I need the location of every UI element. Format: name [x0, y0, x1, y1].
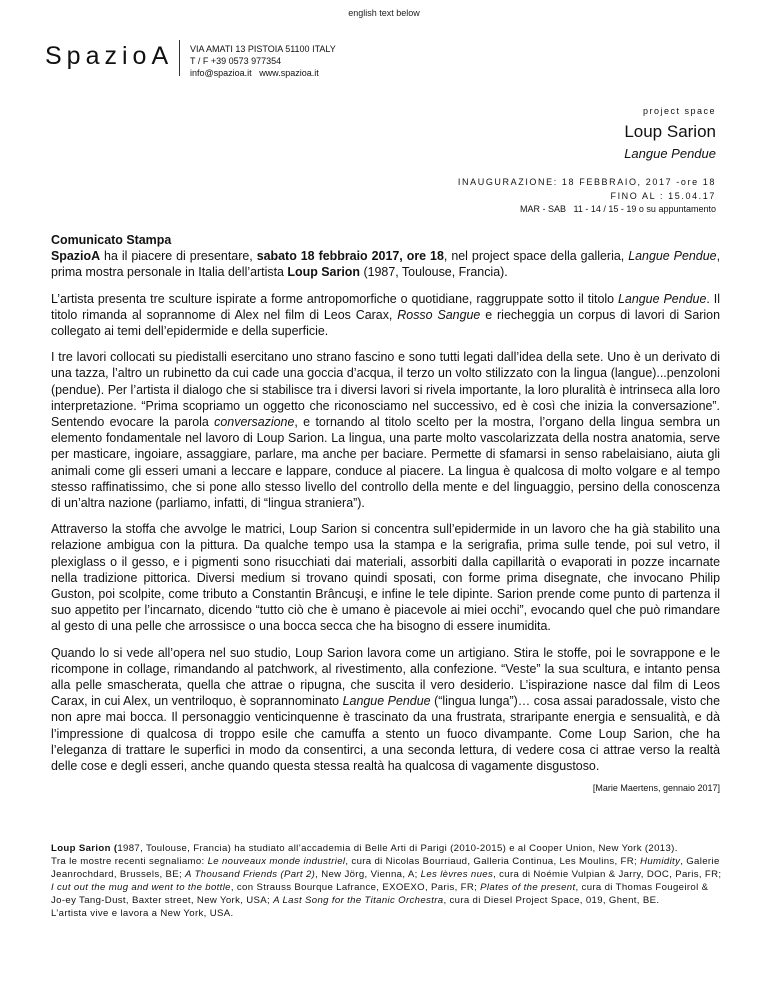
- show-title: Humidity: [640, 855, 681, 867]
- exhibition-title-inline: Langue Pendue: [628, 249, 717, 264]
- show-title: Le nouveaux monde industriel: [207, 855, 346, 867]
- text-run: L’artista presenta tre sculture ispirate a forme antropomorfiche o quotidiane, raggruppate sotto il titolo: [51, 291, 619, 306]
- gallery-logo: SpazioA: [45, 42, 174, 70]
- address-line: VIA AMATI 13 PISTOIA 51100 ITALY: [190, 44, 336, 54]
- press-release: [51, 232, 720, 797]
- email-link[interactable]: info@spazioa.it: [190, 68, 252, 78]
- text-run: ha il piacere di presentare,: [100, 249, 257, 264]
- exhibition-title: Langue Pendue: [624, 146, 716, 161]
- top-note: english text below: [348, 8, 420, 18]
- project-info: [458, 106, 716, 217]
- logo-divider: [179, 40, 180, 76]
- film-title: Rosso Sangue: [397, 307, 481, 322]
- italic-word: conversazione: [214, 415, 295, 430]
- text-run: , cura di Diesel Project Space, 019, Ghent, BE.: [443, 894, 660, 906]
- text-run: , cura di Noémie Vulpian & Jarry, DOC, Paris, FR;: [493, 868, 722, 880]
- bio-exhibitions: [51, 856, 723, 908]
- text-run: I tre lavori collocati su piedistalli esercitano uno strano fascino e sono tutti legati dall’idea della sete. Uno è un derivato di una tazza, l’altro un rubinetto da cui cade una goccia d’acqua, il terzo un volto stilizzato con la lingua (langue)...penzoloni (pendue). Per l’artista il dialogo che si stabilisce tra i diversi lavori si rivela importante, la loro pluralità è intrinseca alla loro interpretazione. “Prima scopriamo un oggetto che riconosciamo nel successivo, ed è così che inizia la conversazione”. Sentendo evocare la parola: [51, 350, 720, 430]
- text-run: 1987, Toulouse, Francia) ha studiato all’accademia di Belle Arti di Parigi (2010-2015) e al Cooper Union, New York (2013).: [117, 843, 678, 854]
- text-run: Quando lo si vede all’opera nel suo studio, Loup Sarion lavora come un artigiano. Stira le stoffe, poi le sovrappone e le ricompone in collage, rimandando al patchwork, al rivestimento, alla confezione. “Veste” la sua scultura, e intanto pensa alla pelle smascherata, quella che attrae o ripugna, che suscita il vero desiderio. L’ispirazione nasce dal film di Leos Carax, in cui Alex, un ventriloquo, è soprannominato: [51, 645, 720, 709]
- end-date: FINO AL : 15.04.17: [610, 190, 716, 201]
- bio-education: [51, 843, 723, 856]
- text-run: , New Jörg, Vienna, A;: [315, 868, 421, 880]
- artist-name-inline: Loup Sarion: [287, 265, 360, 280]
- paragraph-studio: [51, 645, 720, 775]
- paragraph-epidermis: Attraverso la stoffa che avvolge le matrici, Loup Sarion si concentra sull’epidermide in un lavoro che ha già stabilito una relazione ambigua con la pittura. Da qualche tempo usa la stampa e la serigrafia, prima sulle tende, poi sul vetro, il plexiglass o il gesso, e i pigmenti sono risucchiati dai materiali, assorbiti dalla capillarità o evaporati in pozze incarnate nella tradizione pittorica. Diversi medium si trovano quindi sposati, con forme prima disegnate, che invocano Philip Guston, poi scolpite, come tributo a Constantin Brâncuşi, e infine le tele dipinte. Sarion prende come punto di partenza il suo appetito per l’incarnato, dicendo “tutto ciò che è umano è piacevole ai miei occhi”, evocando quel che può rimandare al gesto di una pelle che arrossisce o una bocca secca che ha bisogno di essere inumidita.: [51, 522, 720, 634]
- text-run: , e tornando al titolo scelto per la mostra, l’organo della lingua sembra un elemento fondamentale nel lavoro di Loup Sarion. La lingua, una parte molto vascolarizzata della nostra anatomia, serve per masticare, ingoiare, assaggiare, parlare, ma anche per baciare. Permette di sfamarsi in senso rabelaisiano, aiuta gli animali come gli esseri umani a leccare e lappare, conduce al piacere. La lingua è qualcosa di molto volgare e al tempo stesso raffinatissimo, che si pone allo stesso livello del controllo della mente e del linguaggio, persino della conoscenza di un’altra nazione (parliamo, infatti, di “lingua straniera”).: [51, 415, 721, 511]
- website-link[interactable]: www.spazioa.it: [259, 68, 319, 78]
- gallery-name: SpazioA: [51, 249, 101, 264]
- show-title: Plates of the present: [480, 881, 576, 893]
- show-title: Les lèvres nues: [420, 868, 494, 880]
- author-signature: [Marie Maertens, gennaio 2017]: [592, 783, 720, 794]
- phone-line: T / F +39 0573 977354: [190, 56, 282, 66]
- exhibition-dates: [458, 176, 716, 217]
- gallery-address: [190, 43, 336, 79]
- text-run: Tra le mostre recenti segnaliamo:: [51, 855, 208, 867]
- text-run: , nel project space della galleria,: [443, 249, 629, 264]
- show-title: A Thousand Friends (Part 2): [185, 868, 316, 880]
- opening-hours: MAR - SAB 11 - 14 / 15 - 19 o su appuntamento: [520, 204, 716, 214]
- paragraph-sculptures: [51, 291, 720, 340]
- contact-line: [190, 67, 336, 79]
- text-run: , cura di Thomas Fougeirol & Jo-ey Tang-Dust, Baxter street, New York, USA;: [51, 881, 709, 906]
- text-run: . Il titolo rimanda al soprannome di Alex nel film di Leos Carax,: [51, 291, 720, 322]
- text-run: , Galerie Jeanrochdard, Brussels, BE;: [51, 855, 720, 880]
- show-title: A Last Song for the Titanic Orchestra: [273, 894, 444, 906]
- text-run: (1987, Toulouse, Francia).: [359, 265, 508, 280]
- project-space-label: project space: [642, 106, 716, 116]
- exhibition-title-inline: Langue Pendue: [342, 694, 431, 709]
- bio-residence: L’artista vive e lavora a New York, USA.: [51, 907, 234, 919]
- text-run: , prima mostra personale in Italia dell’artista: [51, 249, 721, 280]
- text-run: (“lingua lunga”)… cosa assai paradossale, visto che non apre mai bocca. Il personaggio venticinquenne è trascinato da una frustrata, straripante energia e sensualità, e dà l’impressione di qualcosa di troppo esile che camuffa a stento un fuoco divampante. Come Loup Sarion, che ha l’eleganza di trattare le superfici in modo da consentirci, a una seconda lettura, di vedere cosa ci attrae verso la realtà delle cose e degli esseri, anche quando questa stessa realtà ha qualcosa di vagamente disgustoso.: [51, 694, 720, 774]
- inauguration-date: INAUGURAZIONE: 18 FEBBRAIO, 2017 -ore 18: [457, 177, 716, 187]
- paragraph-thirst: [51, 349, 720, 511]
- artist-bio: [51, 843, 723, 920]
- text-run: , con Strauss Bourque Lafrance, EXOEXO, Paris, FR;: [230, 881, 481, 893]
- opening-date: sabato 18 febbraio 2017, ore 18: [256, 249, 444, 264]
- press-release-heading: Comunicato Stampa: [51, 233, 172, 247]
- text-run: e riecheggia un corpus di lavori di Sarion collegato ai temi dell’epidermide e della superficie.: [51, 307, 720, 339]
- exhibition-title-inline: Langue Pendue: [618, 291, 707, 306]
- bio-artist-name: Loup Sarion (: [51, 843, 118, 854]
- paragraph-intro: [51, 248, 720, 280]
- text-run: , cura di Nicolas Bourriaud, Galleria Continua, Les Moulins, FR;: [345, 855, 641, 867]
- show-title: I cut out the mug and went to the bottle: [51, 881, 231, 893]
- artist-name: Loup Sarion: [624, 122, 716, 141]
